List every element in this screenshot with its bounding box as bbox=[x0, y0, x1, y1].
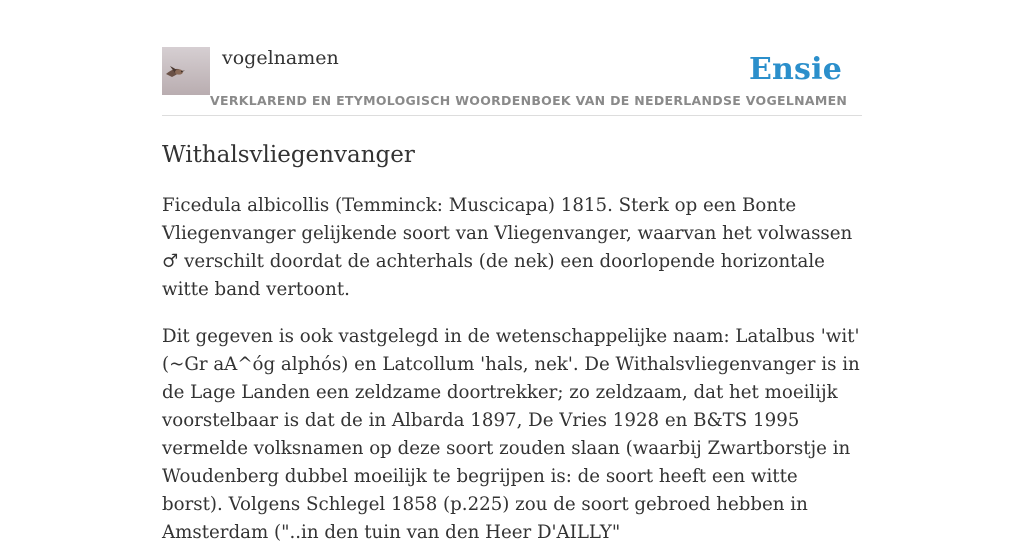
site-header bbox=[162, 0, 862, 116]
brand-logo[interactable]: Ensie bbox=[748, 52, 842, 87]
bird-photo-icon bbox=[162, 47, 210, 95]
article-title: Withalsvliegenvanger bbox=[162, 142, 415, 168]
article-paragraph: Dit gegeven is ook vastgelegd in de wetenschappelijke naam: Latalbus 'wit' (~Gr aA^óg alphós) en Latcollum 'hals, nek'. De Withalsvliegenvanger is in de Lage Landen een zeldzame doortrekker; zo zeldzaam, dat het moeilijk voorstelbaar is dat de in Albarda 1897, De Vries 1928 en B&TS 1995 vermelde volksnamen op deze soort zouden slaan (waarbij Zwartborstje in Woudenberg dubbel moeilijk te begrijpen is: de soort heeft een witte borst). Volgens Schlegel 1858 (p.225) zou de soort gebroed hebben in Amsterdam ("..in den tuin van den Heer D'AILLY" bbox=[162, 326, 860, 543]
site-name[interactable]: vogelnamen bbox=[222, 47, 339, 69]
page bbox=[162, 0, 862, 543]
site-subtitle: VERKLAREND EN ETYMOLOGISCH WOORDENBOEK VAN DE NEDERLANDSE VOGELNAMEN bbox=[210, 93, 848, 108]
article-paragraph: Ficedula albicollis (Temminck: Muscicapa) 1815. Sterk op een Bonte Vliegenvanger gelijkende soort van Vliegenvanger, waarvan het volwassen ♂ verschilt doordat de achterhals (de nek) een doorlopende horizontale witte band vertoont. bbox=[162, 195, 853, 300]
avatar[interactable] bbox=[162, 47, 210, 95]
